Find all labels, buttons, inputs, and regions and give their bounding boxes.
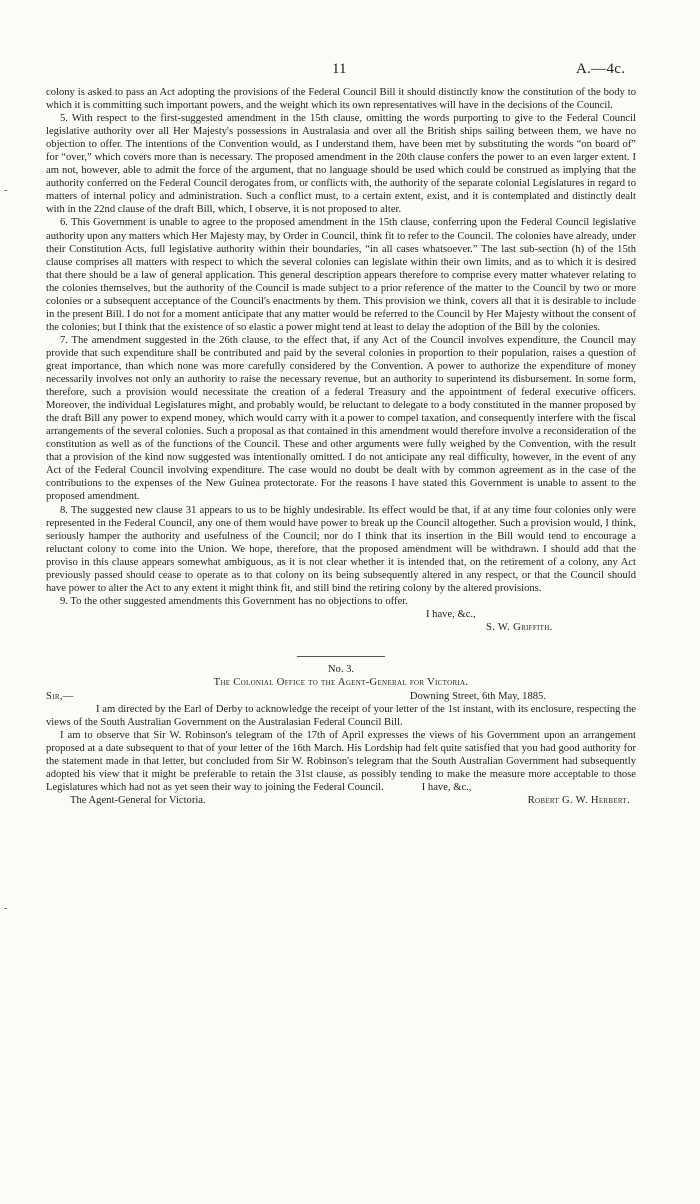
page-reference: A.—4c. — [576, 61, 626, 77]
document-number: No. 3. — [327, 663, 355, 675]
paragraph-5: 5. With respect to the first-suggested amendment in the 15th clause, omitting the words purporting to give to the Federal Council legislative authority over all Her Majesty's possessions in Australasia and over all the British ships sailing between them, we have no objection to offer. The intentions of the Convention would, as I understand them, have been met by substituting the words “on board of” for “over,” which covers more than is necessary. The proposed amendment in the 20th clause confers the power to an even larger extent. I am not, however, able to admit the force of the argument, that no language should be used which could be construed as implying that the authority conferred on the Federal Council derogates from, or conflicts with, the authority of the separate colonial Legislatures in regard to matters of internal policy and administration. Such a conflict must, to a certain extent, exist, and it is contemplated and distinctly dealt with in the 22nd clause of the draft Bill, which, I observe, it is not proposed to alter. — [46, 113, 636, 216]
paragraph-7: 7. The amendment suggested in the 26th clause, to the effect that, if any Act of the Council involves expenditure, the Council may provide that such expenditure shall be contributed and paid by the several colonies in proportion to their population, raises a question of great importance, than which none was more carefully considered by the Convention. A power to authorize the expenditure of money necessarily involves not only an authority to raise the necessary revenue, but an authority to superintend its disbursement. In some form, therefore, such a provision would necessitate the creation of a federal Treasury and the appointment of federal executive officers. Moreover, the individual Legislatures might, and probably would, be reluctant to delegate to a body constituted in the manner proposed by the draft Bill any power to expend money, which would carry with it a power to compel taxation, and consequently interfere with the fiscal arrangements of the several colonies. Such a proposal as that contained in this amendment would therefore involve a reconsideration of the constitution as well as of the functions of the Council. These and other arguments were fully weighed by the Convention, with the result that a provision of the kind now suggested was intentionally omitted. I do not anticipate any real difficulty, however, in the event of any Act of the Federal Council involving expenditure. The case would no doubt be dealt with by common agreement as in the case of the contributions to the expenses of the New Guinea protectorate. For the reasons I have stated this Government is unable to assent to the proposed amendment. — [46, 334, 636, 503]
paragraph-6: 6. This Government is unable to agree to the proposed amendment in the 15th clause, conferring upon the Federal Council legislative authority upon any matters which Her Majesty may, by Order in Council, think fit to refer to the Council. The colonies have already, under their Constitution Acts, full legislative authority within their boundaries, “in all cases whatsoever.” The last sub-section (h) of the 15th clause comprises all matters with respect to which the several colonies can legislate within their own limits, and as to which it is desired that there should be a law of general application. This general description appears therefore to comprise every matter whatever relating to the colonies themselves, but the authority of the Council is made subject to a prior reference of the matter to the Council by two or more colonies or a subsequent acceptance of the Council's enactments by them. This provision we think, covers all that it is desirable to include in the present Bill. I do not for a moment anticipate that any matter would be referred to the Council by Her Majesty without the consent of the colonies; but I think that the existence of so elastic a power might tend at least to delay the adoption of the Bill by the colonies. — [46, 217, 636, 333]
closing-line: I have, &c., — [421, 782, 472, 794]
margin-mark: - — [4, 185, 8, 196]
section-divider — [297, 656, 385, 657]
paragraph-9: 9. To the other suggested amendments this Government has no objections to offer. — [60, 595, 408, 607]
document-body — [46, 86, 636, 807]
letter-paragraph-1: I am directed by the Earl of Derby to acknowledge the receipt of your letter of the 1st instant, with its enclosure, respecting the views of the South Australian Government on the Australasian Federal Council Bill. — [46, 704, 636, 729]
margin-mark: - — [4, 903, 8, 914]
addressee: The Agent-General for Victoria. — [70, 795, 206, 807]
paragraph-intro: colony is asked to pass an Act adopting the provisions of the Federal Council Bill it should distinctly know the constitution of the body to which it is committing such important powers, and the weight which its own representatives will have in the decisions of the Council. — [46, 87, 636, 112]
document-title: The Colonial Office to the Agent-General for Victoria. — [213, 677, 469, 689]
letter-date: Downing Street, 6th May, 1885. — [409, 691, 546, 703]
signature-block — [46, 608, 636, 634]
closing-row — [46, 794, 636, 807]
page-number: 11 — [332, 61, 347, 77]
closing-line: I have, &c., — [426, 608, 476, 620]
signature-name: Robert G. W. Herbert. — [527, 795, 630, 807]
signature-name: S. W. Griffith. — [486, 621, 553, 633]
salutation: Sir,— — [46, 691, 74, 703]
letter-paragraph-2: I am to observe that Sir W. Robinson's telegram of the 17th of April expresses the views of his Government upon an arrangement proposed at a date subsequent to that of your letter of the 16th March. His Lordship had felt quite satisfied that you had good authority for the statement made in that letter, but concluded from Sir W. Robinson's telegram that the South Australian Government had subsequently adopted his view that it might be preferable to retain the 31st clause, as possibly tending to make the measure more acceptable to those Legislatures which had not as yet seen their way to joining the Federal Council. I have, &c., — [46, 730, 636, 794]
paragraph-8: 8. The suggested new clause 31 appears to us to be highly undesirable. Its effect would be that, if at any time four colonies only were represented in the Federal Council, any one of them would have power to break up the Council altogether. Such a provision would, I think, seriously hamper the authority and usefulness of the Council; nor do I think that its insertion in the Bill would tend to encourage a reluctant colony to come into the Union. We hope, therefore, that the proposed amendment will be withdrawn. I should add that the proviso in this clause appears somewhat ambiguous, as it is not clear whether it is intended that, on the retirement of a colony, any Act previously passed should cease to operate as to that colony on its being subsequently altered in any respect, or that the Council should have power to alter the Act to any extent it might think fit, and still bind the retiring colony by the altered provisions. — [46, 504, 636, 594]
salutation-row — [46, 690, 636, 703]
